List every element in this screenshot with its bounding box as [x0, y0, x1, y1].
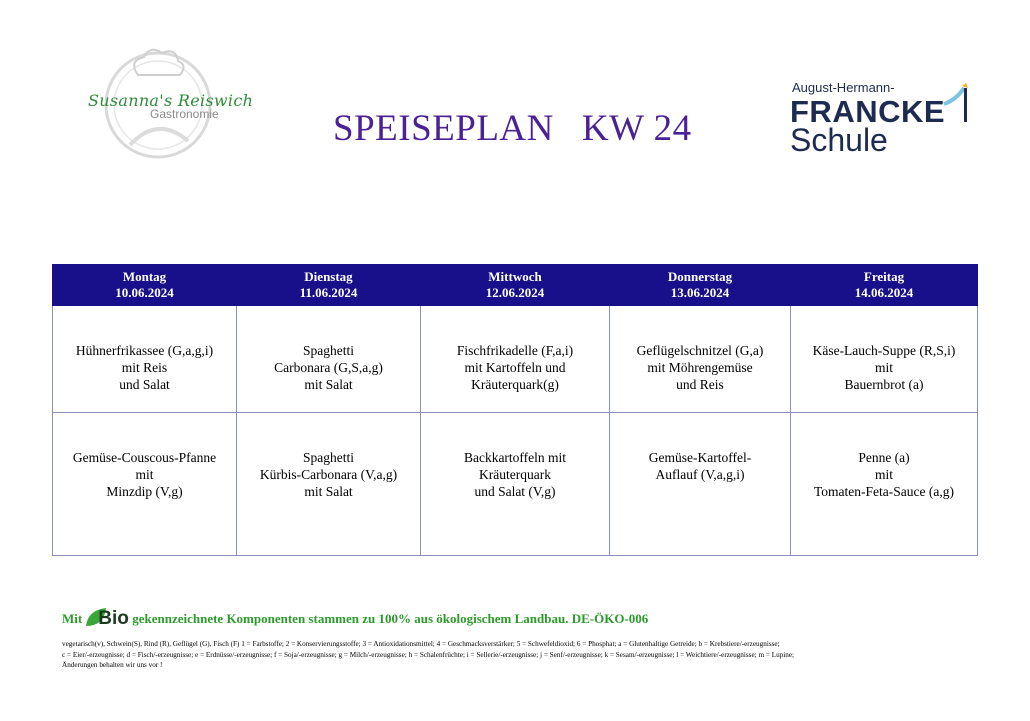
dish-line: mit [874, 467, 893, 482]
day-date: 11.06.2024 [299, 285, 358, 300]
dish-line: mit Salat [304, 484, 353, 499]
dish-line: mit Reis [121, 360, 168, 375]
dish-line: mit Salat [304, 377, 353, 392]
day-header [791, 265, 978, 306]
dish-line: Gemüse-Couscous-Pfanne [72, 450, 217, 465]
menu-cell [610, 413, 791, 556]
day-header [53, 265, 237, 306]
day-name: Montag [122, 269, 167, 284]
dish-line: Kräuterquark(g) [471, 377, 559, 392]
dish-line: mit [874, 360, 893, 375]
caterer-brand-name: Susanna's Reiswich [88, 91, 254, 110]
dish-line: Penne (a) [858, 450, 910, 465]
bio-text: gekennzeichnete Komponenten stammen zu 100% aus ökologischem Landbau. DE-ÖKO-006 [132, 611, 649, 626]
torch-icon [940, 82, 976, 126]
allergen-legend [62, 639, 942, 671]
day-header [421, 265, 610, 306]
title-text: SPEISEPLAN [333, 108, 554, 149]
table-row [53, 413, 978, 556]
dish-line: Carbonara (G,S,a,g) [274, 360, 383, 375]
day-date: 10.06.2024 [115, 285, 174, 300]
table-row [53, 306, 978, 413]
dish-line: und Salat [119, 377, 170, 392]
school-logo-top: August-Hermann- [792, 80, 895, 95]
day-date: 13.06.2024 [670, 285, 730, 300]
dish-line: Backkartoffeln mit [463, 450, 567, 465]
day-date: 14.06.2024 [854, 285, 914, 300]
table-header-row [53, 265, 978, 306]
caterer-logo [82, 45, 254, 165]
dish-line: mit Kartoffeln und [464, 360, 566, 375]
day-header [610, 265, 791, 306]
day-name: Freitag [863, 269, 905, 284]
menu-cell [610, 306, 791, 413]
menu-cell [53, 413, 237, 556]
dish-line: Spaghetti [303, 343, 354, 358]
dish-line: und Reis [676, 377, 724, 392]
dish-line: und Salat (V,g) [474, 484, 556, 499]
dish-line: Hühnerfrikassee (G,a,g,i) [75, 343, 214, 358]
dish-line: mit [135, 467, 154, 482]
dish-line: Kürbis-Carbonara (V,a,g) [259, 467, 398, 482]
dish-line: Bauernbrot (a) [844, 377, 924, 392]
menu-cell [421, 413, 610, 556]
day-date: 12.06.2024 [485, 285, 545, 300]
menu-cell [421, 306, 610, 413]
dish-line: Fischfrikadelle (F,a,i) [456, 343, 574, 358]
dish-line: Kräuterquark [479, 467, 551, 482]
caterer-subtitle: Gastronomie [150, 107, 219, 121]
day-header [237, 265, 421, 306]
dish-line: Gemüse-Kartoffel- [648, 450, 752, 465]
bio-notice [62, 608, 648, 630]
day-name: Mittwoch [488, 269, 542, 284]
legend-line: c = Eier/-erzeugnisse; d = Fisch/-erzeugnisse; e = Erdnüsse/-erzeugnisse; f = Soja/-erzeugnisse; g = Milch/-erzeugnisse; h = Schalenfrüchte; i = Sellerie/-erzeugnisse; j = Senf/-erzeugnisse; k = Sesam/-erzeugnisse; l = Weichtiere/-erzeugnisse; m = Lupine; [62, 650, 795, 659]
school-logo-main: FRANCKE [790, 94, 946, 129]
legend-line: Änderungen behalten wir uns vor ! [62, 661, 163, 669]
week-label: KW 24 [581, 108, 692, 149]
menu-cell [53, 306, 237, 413]
dish-line: Geflügelschnitzel (G,a) [636, 343, 764, 358]
menu-cell [237, 413, 421, 556]
dish-line: Minzdip (V,g) [106, 484, 183, 499]
dish-line: Käse-Lauch-Suppe (R,S,i) [812, 343, 956, 358]
dish-line: Spaghetti [303, 450, 354, 465]
menu-table [52, 264, 978, 556]
dish-line: mit Möhrengemüse [647, 360, 753, 375]
bio-prefix: Mit [62, 611, 83, 626]
dish-line: Auflauf (V,a,g,i) [655, 467, 745, 482]
day-name: Donnerstag [667, 269, 733, 284]
legend-line: vegetarisch(v), Schwein(S), Rind (R), Geflügel (G), Fisch (F) 1 = Farbstoffe; 2 = Konservierungsstoffe; 3 = Antioxidationsmittel; 4 = Geschmacksverstärker; 5 = Schwefeldioxid; 6 = Phosphat; a = Glutenhaltige Getreide; b = Krebstiere/-erzeugnisse; [62, 640, 780, 648]
menu-cell [791, 413, 978, 556]
bio-logo-text: Bio [98, 608, 129, 629]
menu-cell [791, 306, 978, 413]
bio-logo [84, 608, 129, 630]
school-logo-sub: Schule [790, 122, 888, 158]
page-title [333, 107, 692, 150]
menu-cell [237, 306, 421, 413]
day-name: Dienstag [304, 269, 353, 284]
school-logo [790, 80, 980, 160]
dish-line: Tomaten-Feta-Sauce (a,g) [814, 484, 954, 499]
